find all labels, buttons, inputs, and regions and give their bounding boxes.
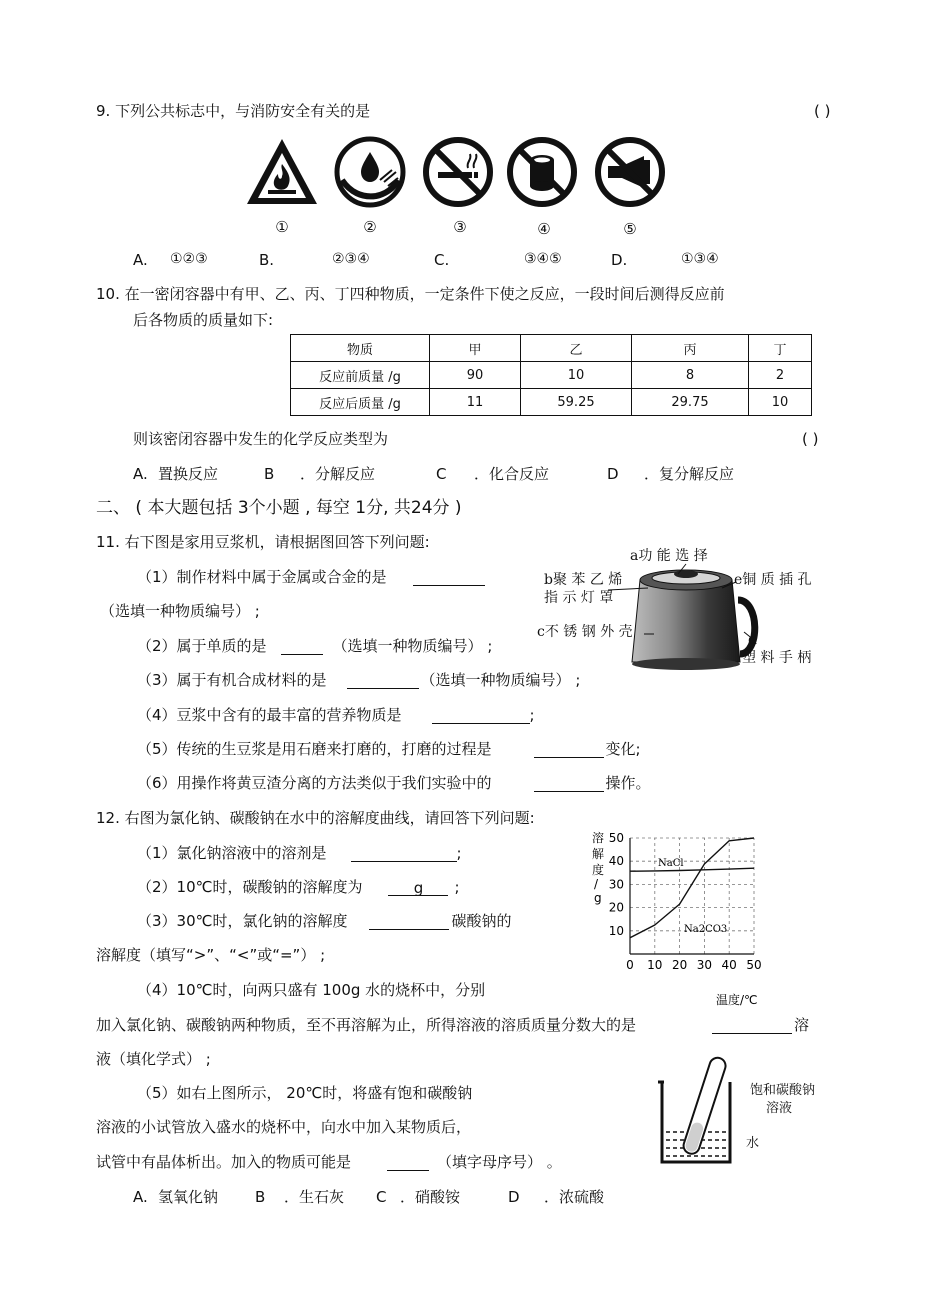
sign-label-1: ① xyxy=(275,218,289,236)
label-d-line2: 塑 料 手 柄 xyxy=(742,650,812,666)
q10-stem-line2: 后各物质的质量如下: xyxy=(133,311,274,329)
q12-option-d-letter: D xyxy=(508,1188,520,1206)
q12-item-1 xyxy=(137,844,462,862)
q11-blank-2[interactable] xyxy=(281,638,323,655)
q12-item-3-post: 碳酸钠的 xyxy=(451,912,512,930)
q12-option-c-letter: C xyxy=(376,1188,387,1206)
label-e: e铜 质 插 孔 xyxy=(734,572,812,588)
table-cell: 10 xyxy=(749,389,812,416)
nacl-series-label: NaCl xyxy=(658,858,684,869)
table-cell: 8 xyxy=(632,362,749,389)
y-axis-label-4: / xyxy=(594,877,599,891)
q12-option-b-letter: B xyxy=(255,1188,266,1206)
q11-item-6 xyxy=(137,774,651,792)
q9-option-a-text: ①②③ xyxy=(170,251,208,267)
flammable-sign-icon xyxy=(244,136,320,208)
y-axis-label-3: 度 xyxy=(592,863,605,877)
no-fireworks-sign-icon xyxy=(504,136,580,208)
q10-question: 则该密闭容器中发生的化学反应类型为 xyxy=(133,430,389,448)
table-cell: 90 xyxy=(430,362,521,389)
q11-item-3 xyxy=(137,671,580,689)
table-cell: 2 xyxy=(749,362,812,389)
na2co3-series-label: Na2CO3 xyxy=(684,924,728,935)
q12-item-2-text: （2）10℃时，碳酸钠的溶解度为 xyxy=(137,878,363,896)
q11-item-4-post: ; xyxy=(529,706,535,724)
y-tick-label: 20 xyxy=(608,900,624,915)
q11-item-5-post: 变化; xyxy=(605,740,641,758)
label-a: a功 能 选 择 xyxy=(630,548,708,564)
q12-option-a-letter: A. xyxy=(133,1188,148,1206)
q11-blank-1[interactable] xyxy=(413,569,485,586)
beaker-label-tube-2: 溶液 xyxy=(766,1101,793,1116)
table-row xyxy=(291,389,812,416)
table-row xyxy=(291,362,812,389)
table-cell: 29.75 xyxy=(632,389,749,416)
q9-option-c-letter: C. xyxy=(434,251,450,269)
y-axis-label-5: g xyxy=(594,891,602,905)
q9-option-b-text: ②③④ xyxy=(332,251,370,267)
q12-blank-5[interactable] xyxy=(387,1154,429,1171)
label-c: c不 锈 钢 外 壳 xyxy=(537,624,633,640)
y-axis-label-2: 解 xyxy=(592,847,605,861)
chart-ticks xyxy=(609,831,762,972)
q9-option-d-text: ①③④ xyxy=(681,251,719,267)
section-2-title: 二、 ( 本大题包括 3个小题 , 每空 1分, 共24分 ) xyxy=(96,498,462,518)
beaker-label-tube-1: 饱和碳酸钠 xyxy=(750,1083,816,1098)
table-cell: 反应前质量 /g xyxy=(291,362,430,389)
q11-item-4-text: （4）豆浆中含有的最丰富的营养物质是 xyxy=(137,706,402,724)
no-honking-sign-icon xyxy=(592,136,668,208)
sign-label-2: ② xyxy=(363,218,377,236)
q12-item-4-cont xyxy=(96,1016,809,1034)
q10-option-a-text: 置换反应 xyxy=(158,465,219,483)
label-d-line1: d xyxy=(748,632,757,648)
q9-stem: 9. 下列公共标志中，与消防安全有关的是 xyxy=(96,102,371,120)
y-tick-label: 10 xyxy=(608,923,624,938)
q12-blank-3[interactable] xyxy=(369,913,449,930)
q11-item-2 xyxy=(137,637,492,655)
x-tick-label: 50 xyxy=(746,958,762,972)
y-axis-label-1: 溶 xyxy=(592,831,605,845)
nacl-curve xyxy=(630,868,754,871)
no-smoking-sign-icon xyxy=(420,136,496,208)
table-cell: 59.25 xyxy=(521,389,632,416)
q12-blank-4[interactable] xyxy=(712,1017,792,1034)
y-tick-label: 30 xyxy=(608,877,624,892)
q10-option-a-letter: A. xyxy=(133,465,148,483)
q9-answer-paren: ( ) xyxy=(814,102,831,120)
q9-option-b-letter: B. xyxy=(259,251,275,269)
beaker-figure xyxy=(654,1054,744,1174)
q12-item-1-text: （1）氯化钠溶液中的溶剂是 xyxy=(137,844,327,862)
q12-item-5-cont2 xyxy=(96,1153,562,1171)
q11-item-4 xyxy=(137,706,535,724)
q10-stem: 10. 在一密闭容器中有甲、乙、丙、丁四种物质，一定条件下使之反应，一段时间后测得反应前 xyxy=(96,285,725,303)
label-b-line1: b聚 苯 乙 烯 xyxy=(544,572,623,588)
na2co3-curve xyxy=(630,838,754,938)
x-tick-label: 10 xyxy=(647,958,663,972)
q12-item-1-post: ; xyxy=(456,844,462,862)
q11-item-1-cont: （选填一种物质编号） ; xyxy=(100,602,260,620)
q12-item-4: （4）10℃时，向两只盛有 100g 水的烧杯中，分别 xyxy=(137,981,486,999)
solubility-chart xyxy=(588,826,768,1012)
q11-item-2-post: （选填一种物质编号） ; xyxy=(332,637,493,655)
table-cell: 11 xyxy=(430,389,521,416)
q11-item-6-post: 操作。 xyxy=(605,774,651,792)
q11-item-1 xyxy=(137,568,485,586)
table-header-cell: 甲 xyxy=(430,335,521,362)
x-tick-label: 20 xyxy=(671,958,688,972)
q11-item-5 xyxy=(137,740,641,758)
label-b-line2: 指 示 灯 罩 xyxy=(544,590,614,606)
q12-item-4-cont-text: 加入氯化钠、碳酸钠两种物质，至不再溶解为止，所得溶液的溶质质量分数大的是 xyxy=(96,1016,637,1034)
q12-stem: 12. 右图为氯化钠、碳酸钠在水中的溶解度曲线，请回答下列问题: xyxy=(96,809,535,827)
table-cell: 反应后质量 /g xyxy=(291,389,430,416)
q10-answer-paren: ( ) xyxy=(802,430,819,448)
q12-option-b-text: ．生石灰 xyxy=(284,1188,345,1206)
q9-option-d-letter: D. xyxy=(611,251,628,269)
y-tick-label: 50 xyxy=(608,831,624,845)
q12-item-2-post: ; xyxy=(454,878,460,896)
q12-item-3-cont: 溶解度（填写“>”、“<”或“=”） ; xyxy=(96,946,326,964)
q10-option-b-letter: B xyxy=(264,465,275,483)
q11-item-2-text: （2）属于单质的是 xyxy=(137,637,267,655)
table-header-cell: 丁 xyxy=(749,335,812,362)
q11-blank-6[interactable] xyxy=(534,775,604,792)
q10-option-c-letter: C xyxy=(436,465,447,483)
x-tick-label: 40 xyxy=(721,958,737,972)
q12-item-3 xyxy=(137,912,512,930)
table-header-cell: 乙 xyxy=(521,335,632,362)
sign-label-4: ④ xyxy=(537,220,551,238)
q11-item-3-post: （选填一种物质编号） ; xyxy=(420,671,581,689)
q12-option-d-text: ．浓硫酸 xyxy=(544,1188,605,1206)
x-tick-label: 30 xyxy=(696,958,713,972)
q12-blank-1[interactable] xyxy=(351,845,457,862)
q12-item-5-cont2-text: 试管中有晶体析出。加入的物质可能是 xyxy=(96,1153,352,1171)
q11-stem: 11. 右下图是家用豆浆机，请根据图回答下列问题: xyxy=(96,533,430,551)
q12-item-5-cont2-post: （填字母序号） 。 xyxy=(437,1153,562,1171)
q10-option-c-text: ．化合反应 xyxy=(474,465,550,483)
q11-item-3-text: （3）属于有机合成材料的是 xyxy=(137,671,327,689)
q12-item-5-cont: 溶液的小试管放入盛水的烧杯中，向水中加入某物质后， xyxy=(96,1118,472,1136)
q12-item-4-cont2: 液（填化学式） ; xyxy=(96,1050,211,1068)
q11-item-5-text: （5）传统的生豆浆是用石磨来打磨的，打磨的过程是 xyxy=(137,740,492,758)
q11-item-1-text: （1）制作材料中属于金属或合金的是 xyxy=(137,568,387,586)
table-header-cell: 丙 xyxy=(632,335,749,362)
q12-option-c-text: ．硝酸铵 xyxy=(400,1188,461,1206)
q11-item-6-text: （6）用操作将黄豆渣分离的方法类似于我们实验中的 xyxy=(137,774,492,792)
chart-series xyxy=(630,838,754,938)
save-water-sign-icon xyxy=(332,136,408,208)
q11-blank-3[interactable] xyxy=(347,672,419,689)
q10-option-b-text: ．分解反应 xyxy=(300,465,376,483)
table-cell: 10 xyxy=(521,362,632,389)
q12-option-a-text: 氢氧化钠 xyxy=(158,1188,219,1206)
q11-blank-4[interactable] xyxy=(432,707,530,724)
table-header-cell: 物质 xyxy=(291,335,430,362)
q12-item-5: （5）如右上图所示， 20℃时，将盛有饱和碳酸钠 xyxy=(137,1084,473,1102)
q10-option-d-letter: D xyxy=(607,465,619,483)
q12-blank-2[interactable]: g xyxy=(388,879,448,896)
sign-label-5: ⑤ xyxy=(623,220,637,238)
x-axis-label: 温度/℃ xyxy=(716,993,758,1007)
q12-item-2 xyxy=(137,878,460,896)
beaker-drawing xyxy=(654,1054,744,1170)
y-tick-label: 40 xyxy=(608,854,624,869)
chart-grid xyxy=(630,838,754,954)
q9-option-a-letter: A. xyxy=(133,251,148,269)
mass-table xyxy=(290,334,812,416)
q12-item-4-cont-post: 溶 xyxy=(794,1016,810,1034)
beaker-label-water: 水 xyxy=(746,1136,760,1151)
q11-blank-5[interactable] xyxy=(534,741,604,758)
x-tick-label: 0 xyxy=(626,958,634,972)
q9-option-c-text: ③④⑤ xyxy=(524,251,562,267)
sign-label-3: ③ xyxy=(453,218,467,236)
table-header-row xyxy=(291,335,812,362)
q12-item-3-text: （3）30℃时，氯化钠的溶解度 xyxy=(137,912,348,930)
q10-option-d-text: ．复分解反应 xyxy=(644,465,735,483)
